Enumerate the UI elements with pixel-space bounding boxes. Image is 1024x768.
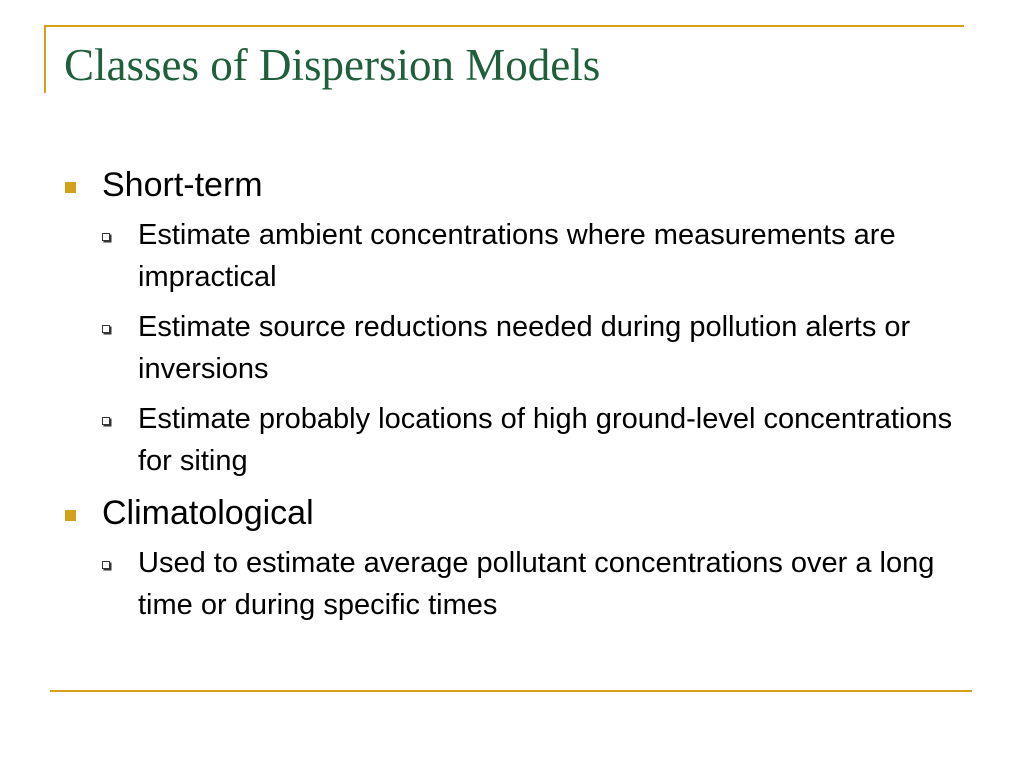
- bullet-text: Estimate ambient concentrations where measurements are impractical: [138, 219, 896, 293]
- square-bullet-icon: [65, 510, 76, 521]
- frame-left-line: [44, 25, 46, 93]
- bullet-list: [60, 162, 970, 634]
- section-climatological: [60, 490, 970, 626]
- bullet-level1: [60, 490, 970, 536]
- bullet-text: Used to estimate average pollutant concentrations over a long time or during specific times: [138, 547, 935, 621]
- bullet-level2: [102, 306, 970, 390]
- section-short-term: [60, 162, 970, 482]
- bullet-text: Estimate source reductions needed during pollution alerts or inversions: [138, 311, 911, 385]
- hollow-square-bullet-icon: [102, 561, 110, 569]
- hollow-square-bullet-icon: [102, 233, 110, 241]
- bullet-level2: [102, 398, 970, 482]
- hollow-square-bullet-icon: [102, 417, 110, 425]
- frame-top-line: [44, 25, 964, 27]
- slide-title: Classes of Dispersion Models: [64, 40, 601, 90]
- bullet-level2: [102, 542, 970, 626]
- bullet-level1: [60, 162, 970, 208]
- bullet-text: Estimate probably locations of high ground-level concentrations for siting: [138, 403, 953, 477]
- section-heading: Short-term: [102, 166, 263, 204]
- bullet-level2: [102, 214, 970, 298]
- square-bullet-icon: [65, 182, 76, 193]
- section-heading: Climatological: [102, 494, 314, 532]
- hollow-square-bullet-icon: [102, 325, 110, 333]
- frame-bottom-line: [50, 690, 972, 692]
